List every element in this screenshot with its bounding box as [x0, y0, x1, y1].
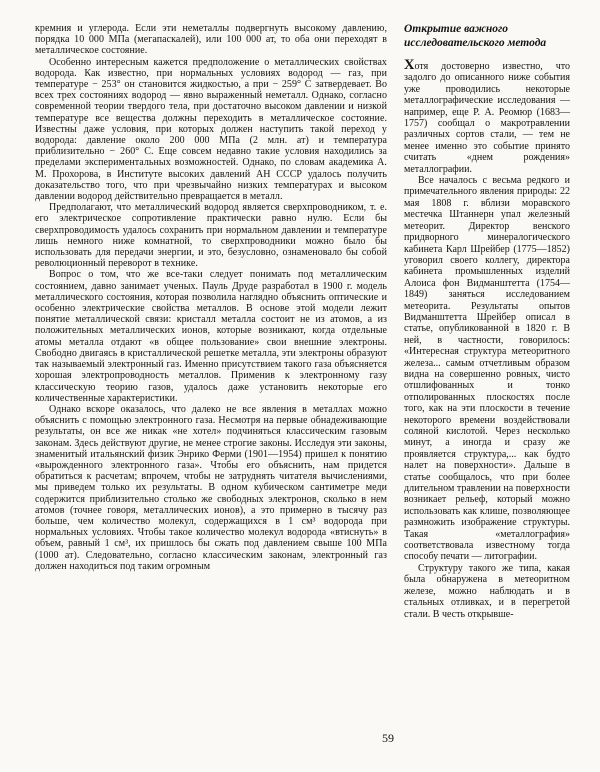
dropcap-letter: Х — [404, 57, 415, 73]
paragraph: Структуру такого же типа, какая была обнаружена в метеоритном железе, можно наблюдать и в стальных отливках, и в перегретой стали. В честь открывше- — [404, 562, 570, 620]
left-column — [35, 23, 387, 620]
paragraph: Все началось с весьма редкого и примечательного явления природы: 22 мая 1808 г. вблизи моравского местечка Штаннерн упал железный метеорит. Директор венского придворного минералогического кабинета Карл Шрейбер (1775—1852) уговорил своего коллегу, директора кабинета промышленных изделий Алоиса фон Видманштетта (1754—1849) заняться исследованием метеорита. Результаты опытов Видманштетта Шрейбер описал в статье, опубликованной в 1820 г. В ней, в частности, говорилось: «Интересная структура метеоритного железа... самым отчетливым образом видна на совершенно ровных, чисто отшлифованных и тонко отполированных плоскостях после того, как на эти плоскости в течение некоторого времени воздействовали соляной кислотой. Через несколько минут, а иногда и сразу же проявляется структура,... как будто налет на поверхности». Дальше в статье сообщалось, что при более длительном травлении на поверхности возникает рельеф, который можно использовать как клише, позволяющее размножить изображение структуры. Такая «металлография» соответствовала известному тогда способу печати — литографии. — [404, 175, 570, 563]
paragraph: Однако вскоре оказалось, что далеко не все явления в металлах можно объяснить с помощью электронного газа. Несмотря на первые обнадеживающие результаты, он все же никак «не хотел» подчиняться классическим газовым законам. Здесь действуют другие, не менее строгие законы. Исследуя эти законы, знаменитый итальянский физик Энрико Ферми (1901—1954) пришел к понятию «вырожденного электронного газа». Чтобы его объяснить, нам придется обратиться к расчетам; впрочем, чтобы не затруднять читателя вычислениями, мы приведем только их результаты. В одном кубическом сантиметре меди содержится приблизительно столько же свободных электронов, сколько в нем атомов (точнее говоря, металлических ионов), а это примерно в тысячу раз больше, чем количество молекул, содержащихся в 1 см³ водорода при нормальных условиях. Чтобы такое количество молекул водорода «втиснуть» в объем, равный 1 см³, их пришлось бы сжать под давлением свыше 100 МПа (1000 ат). Следовательно, согласно классическим законам, электронный газ должен находиться под таким огромным — [35, 403, 387, 572]
section-heading: Открытие важного исследовательского метода — [404, 23, 547, 49]
paragraph: Вопрос о том, что же все-таки следует понимать под металлическим состоянием, давно занимает ученых. Пауль Друде разработал в 1900 г. модель металлического состояния, которая позволила наглядно объяснить оптические и особенно электрические свойства металлов. В основе этой модели лежит понятие металлической связи: кристалл металла состоит не из атомов, а из положительных металлических ионов, которые возникают, когда отдельные атомы металла отдают «в общее пользование» свои внешние электроны. Свободно двигаясь в кристаллической решетке металла, эти электроны образуют так называемый электронный газ. Именно присутствием такого газа объясняется хорошая электропроводность металлов. Применив к электронному газу классическую теорию газов, удалось даже установить некоторые его количественные характеристики. — [35, 269, 387, 404]
right-column — [404, 23, 570, 620]
paragraph-continuation: кремния и углерода. Если эти неметаллы подвергнуть высокому давлению, порядка 10 000 МПа (мегапаскалей), или 100 000 ат, то оба они переходят в металлическое состояние. — [35, 23, 387, 57]
paragraph: Предполагают, что металлический водород является сверхпроводником, т. е. его электрическое сопротивление практически равно нулю. Если бы сверхпроводимость удалось сохранить при нормальном давлении и температуре лишь немного ниже комнатной, то сверхпроводники можно было бы использовать для передачи энергии, и это, безусловно, ознаменовало бы собой революционный переворот в технике. — [35, 202, 387, 270]
paragraph: Особенно интересным кажется предположение о металлических свойствах водорода. Как известно, при нормальных условиях водород — газ, при температуре − 253° он становится жидкостью, а при − 259° С затвердевает. Во всех трех состояниях водород — явно выраженный неметалл. Однако, согласно современной теории твердого тела, при достаточно высоком давлении и низкой температуре все вещества должны переходить в металлическое состояние. Известны даже условия, при которых должен наступить такой переход у водорода: давление около 200 000 МПа (2 млн. ат) и температура приблизительно − 260° С. Еще совсем недавно такие условия находились за пределами экспериментальных возможностей. Однако, по словам академика А. М. Прохорова, в Институте высоких давлений АН СССР удалось получить доказательство того, что при чрезвычайно низких температурах и высоком давлении водород действительно превращается в металл. — [35, 56, 387, 203]
two-column-layout — [35, 23, 570, 620]
paragraph-with-dropcap — [404, 57, 570, 175]
page-number: 59 — [382, 731, 394, 745]
paragraph-text: отя достоверно известно, что задолго до описанного ниже события уже проводились некоторые металлографические исследования — например, еще Р. А. Реомюр (1683—1757) сообщал о макротравлении различных сортов стали, — тем не менее именно это событие принято считать «днем рождения» металлографии. — [404, 61, 570, 175]
